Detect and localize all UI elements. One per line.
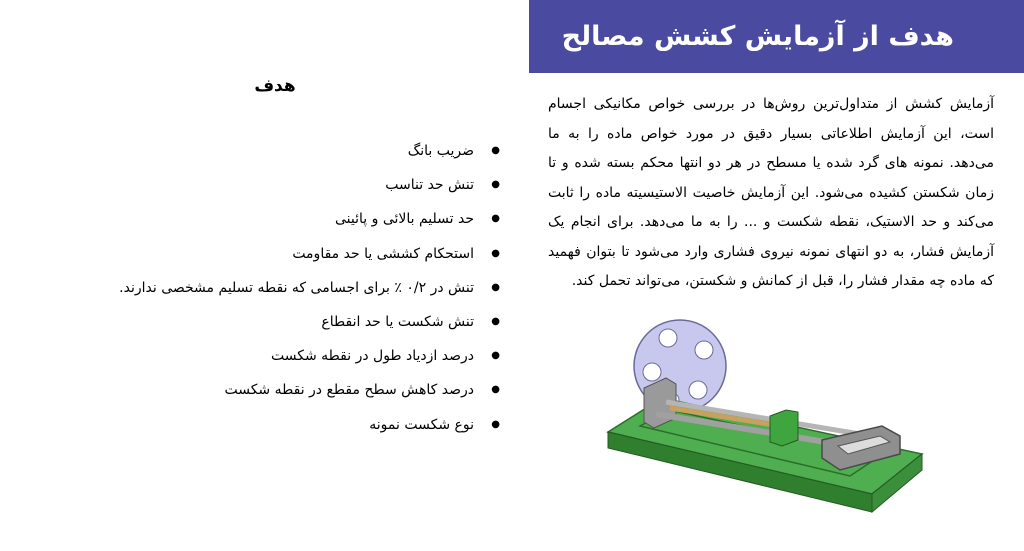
list-item: ● تنش شکست یا حد انقطاع (40, 305, 500, 339)
goal-heading: هدف (254, 76, 296, 96)
list-item: ● تنش حد تناسب (40, 168, 500, 202)
list-item: ● نوع شکست نمونه (40, 408, 500, 442)
list-item: ● ضریب بانگ (40, 134, 500, 168)
title-bar (529, 0, 1024, 73)
goal-list (40, 134, 500, 442)
list-item: ● درصد ازدیاد طول در نقطه شکست (40, 339, 500, 373)
list-item: ● درصد کاهش سطح مقطع در نقطه شکست (40, 373, 500, 407)
intro-paragraph: آزمایش کشش از متداول‌ترین روش‌ها در بررسی خواص مکانیکی اجسام است، این آزمایش اطلاعاتی بسیار دقیق در مورد خواص ماده را به ما می‌دهد. نمونه های گرد شده یا مسطح در هر دو انتها محکم بسته شده و تا زمان شکستن کشیده می‌شود. این آزمایش خاصیت الاستیسیته ماده را ثابت می‌کند و حد الاستیک، نقطه شکست و ... را به ما می‌دهد. برای انجام یک آزمایش فشار، به دو انتهای نمونه نیروی فشاری وارد می‌شود تا بتوان فهمید که ماده چه مقدار فشار را، قبل از کمانش و شکستن، می‌تواند تحمل کند. (548, 96, 994, 289)
list-item: ● حد تسلیم بالائی و پائینی (40, 202, 500, 236)
slider (770, 410, 798, 446)
list-item: ● استحکام کششی یا حد مقاومت (40, 237, 500, 271)
disc-hole (643, 363, 661, 381)
page-title: هدف از آزمایش کشش مصالح (561, 21, 954, 52)
tensile-testing-machine-illustration (600, 314, 930, 514)
disc-hole (695, 341, 713, 359)
list-item: ● تنش در ۰/۲ ٪ برای اجسامی که نقطه تسلیم مشخصی ندارند. (40, 271, 500, 305)
disc-hole (659, 329, 677, 347)
disc-hole (689, 381, 707, 399)
